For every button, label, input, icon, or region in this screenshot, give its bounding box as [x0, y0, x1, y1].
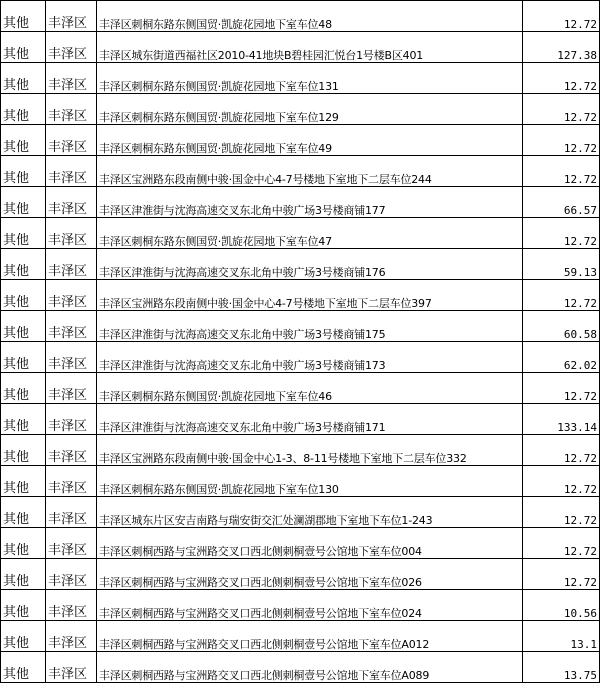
address-cell: 丰泽区刺桐东路东侧国贸·凯旋花园地下室车位48: [97, 1, 523, 32]
address-cell: 丰泽区刺桐西路与宝洲路交叉口西北侧刺桐壹号公馆地下室车位A089: [97, 652, 523, 683]
address-cell: 丰泽区刺桐西路与宝洲路交叉口西北侧刺桐壹号公馆地下室车位024: [97, 590, 523, 621]
address-cell: 丰泽区刺桐东路东侧国贸·凯旋花园地下室车位131: [97, 63, 523, 94]
table-row: [1, 590, 600, 621]
district-cell: 丰泽区: [46, 1, 97, 32]
address-cell: 丰泽区宝洲路东段南侧中骏·国金中心1-3、8-11号楼地下室地下二层车位332: [97, 435, 523, 466]
address-cell: 丰泽区宝洲路东段南侧中骏·国金中心4-7号楼地下室地下二层车位397: [97, 280, 523, 311]
type-cell: 其他: [1, 94, 46, 125]
district-cell: 丰泽区: [46, 63, 97, 94]
type-cell: 其他: [1, 590, 46, 621]
area-cell: 12.72: [523, 280, 600, 311]
area-cell: 12.72: [523, 156, 600, 187]
address-cell: 丰泽区津淮街与沈海高速交叉东北角中骏广场3号楼商铺176: [97, 249, 523, 280]
district-cell: 丰泽区: [46, 466, 97, 497]
area-cell: 12.72: [523, 435, 600, 466]
district-cell: 丰泽区: [46, 218, 97, 249]
type-cell: 其他: [1, 63, 46, 94]
area-cell: 12.72: [523, 94, 600, 125]
district-cell: 丰泽区: [46, 280, 97, 311]
table-row: [1, 249, 600, 280]
table-row: [1, 311, 600, 342]
address-cell: 丰泽区刺桐东路东侧国贸·凯旋花园地下室车位130: [97, 466, 523, 497]
area-cell: 12.72: [523, 559, 600, 590]
district-cell: 丰泽区: [46, 249, 97, 280]
area-cell: 12.72: [523, 528, 600, 559]
district-cell: 丰泽区: [46, 342, 97, 373]
district-cell: 丰泽区: [46, 621, 97, 652]
table-row: [1, 280, 600, 311]
table-row: [1, 373, 600, 404]
type-cell: 其他: [1, 404, 46, 435]
type-cell: 其他: [1, 435, 46, 466]
table-row: [1, 435, 600, 466]
area-cell: 12.72: [523, 466, 600, 497]
district-cell: 丰泽区: [46, 652, 97, 683]
district-cell: 丰泽区: [46, 32, 97, 63]
area-cell: 62.02: [523, 342, 600, 373]
type-cell: 其他: [1, 342, 46, 373]
district-cell: 丰泽区: [46, 435, 97, 466]
table-row: [1, 559, 600, 590]
district-cell: 丰泽区: [46, 590, 97, 621]
type-cell: 其他: [1, 466, 46, 497]
district-cell: 丰泽区: [46, 528, 97, 559]
type-cell: 其他: [1, 125, 46, 156]
area-cell: 59.13: [523, 249, 600, 280]
table-row: [1, 342, 600, 373]
district-cell: 丰泽区: [46, 559, 97, 590]
area-cell: 127.38: [523, 32, 600, 63]
address-cell: 丰泽区城东街道西福社区2010-41地块B碧桂园汇悦台1号楼B区401: [97, 32, 523, 63]
type-cell: 其他: [1, 32, 46, 63]
area-cell: 60.58: [523, 311, 600, 342]
district-cell: 丰泽区: [46, 156, 97, 187]
address-cell: 丰泽区刺桐东路东侧国贸·凯旋花园地下室车位46: [97, 373, 523, 404]
address-cell: 丰泽区宝洲路东段南侧中骏·国金中心4-7号楼地下室地下二层车位244: [97, 156, 523, 187]
area-cell: 66.57: [523, 187, 600, 218]
area-cell: 12.72: [523, 63, 600, 94]
address-cell: 丰泽区刺桐东路东侧国贸·凯旋花园地下室车位47: [97, 218, 523, 249]
address-cell: 丰泽区刺桐东路东侧国贸·凯旋花园地下室车位49: [97, 125, 523, 156]
type-cell: 其他: [1, 280, 46, 311]
area-cell: 13.1: [523, 621, 600, 652]
type-cell: 其他: [1, 311, 46, 342]
type-cell: 其他: [1, 1, 46, 32]
area-cell: 10.56: [523, 590, 600, 621]
type-cell: 其他: [1, 621, 46, 652]
address-cell: 丰泽区刺桐东路东侧国贸·凯旋花园地下室车位129: [97, 94, 523, 125]
type-cell: 其他: [1, 218, 46, 249]
area-cell: 12.72: [523, 1, 600, 32]
type-cell: 其他: [1, 249, 46, 280]
table-row: [1, 497, 600, 528]
area-cell: 133.14: [523, 404, 600, 435]
address-cell: 丰泽区刺桐西路与宝洲路交叉口西北侧刺桐壹号公馆地下室车位004: [97, 528, 523, 559]
district-cell: 丰泽区: [46, 497, 97, 528]
table-row: [1, 621, 600, 652]
address-cell: 丰泽区津淮街与沈海高速交叉东北角中骏广场3号楼商铺175: [97, 311, 523, 342]
type-cell: 其他: [1, 497, 46, 528]
type-cell: 其他: [1, 528, 46, 559]
type-cell: 其他: [1, 373, 46, 404]
district-cell: 丰泽区: [46, 311, 97, 342]
district-cell: 丰泽区: [46, 404, 97, 435]
area-cell: 13.75: [523, 652, 600, 683]
district-cell: 丰泽区: [46, 373, 97, 404]
table-row: [1, 156, 600, 187]
table-row: [1, 94, 600, 125]
table-row: [1, 218, 600, 249]
type-cell: 其他: [1, 156, 46, 187]
table-row: [1, 404, 600, 435]
address-cell: 丰泽区刺桐西路与宝洲路交叉口西北侧刺桐壹号公馆地下室车位A012: [97, 621, 523, 652]
address-cell: 丰泽区津淮街与沈海高速交叉东北角中骏广场3号楼商铺173: [97, 342, 523, 373]
type-cell: 其他: [1, 187, 46, 218]
address-cell: 丰泽区津淮街与沈海高速交叉东北角中骏广场3号楼商铺177: [97, 187, 523, 218]
address-cell: 丰泽区津淮街与沈海高速交叉东北角中骏广场3号楼商铺171: [97, 404, 523, 435]
type-cell: 其他: [1, 559, 46, 590]
district-cell: 丰泽区: [46, 125, 97, 156]
address-cell: 丰泽区刺桐西路与宝洲路交叉口西北侧刺桐壹号公馆地下室车位026: [97, 559, 523, 590]
table-row: [1, 125, 600, 156]
district-cell: 丰泽区: [46, 187, 97, 218]
area-cell: 12.72: [523, 373, 600, 404]
table-row: [1, 187, 600, 218]
district-cell: 丰泽区: [46, 94, 97, 125]
table-row: [1, 32, 600, 63]
address-cell: 丰泽区城东片区安吉南路与瑞安街交汇处澜湖郡地下室地下车位1-243: [97, 497, 523, 528]
area-cell: 12.72: [523, 497, 600, 528]
table-row: [1, 63, 600, 94]
table-row: [1, 528, 600, 559]
table-row: [1, 1, 600, 32]
table-row: [1, 652, 600, 683]
table-row: [1, 466, 600, 497]
type-cell: 其他: [1, 652, 46, 683]
area-cell: 12.72: [523, 125, 600, 156]
area-cell: 12.72: [523, 218, 600, 249]
